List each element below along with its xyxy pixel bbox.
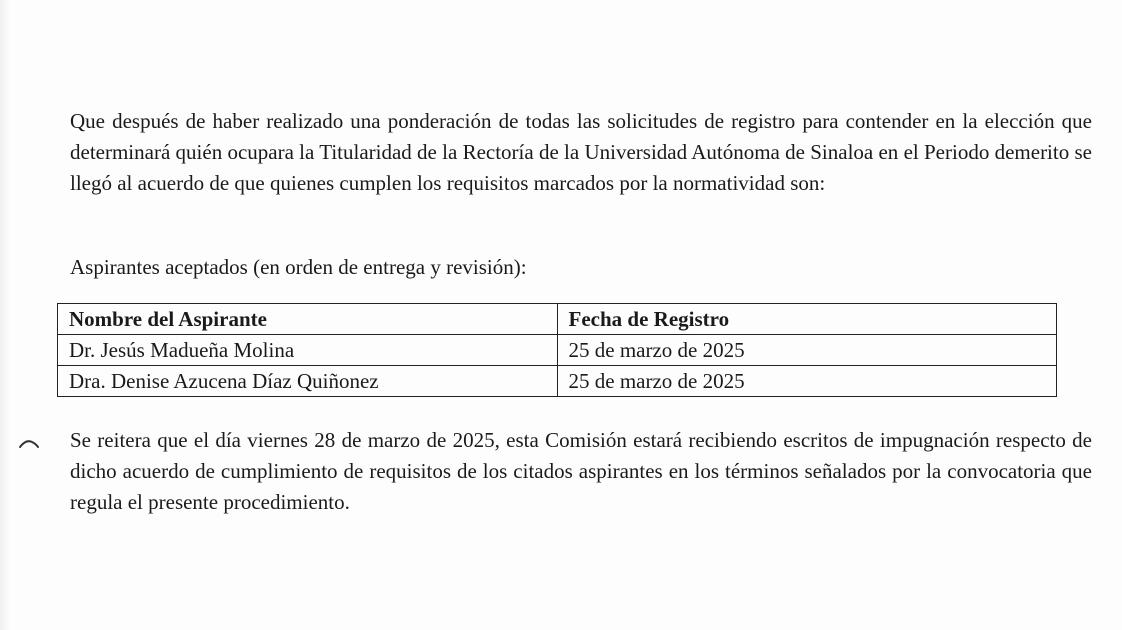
paragraph-impugnacion: Se reitera que el día viernes 28 de marzo de 2025, esta Comisión estará recibiendo escritos de impugnación respecto de dicho acuerdo de cumplimiento de requisitos de los citados aspirantes en los términos señalados por la convocatoria que regula el presente procedimiento. <box>70 428 1092 514</box>
header-nombre: Nombre del Aspirante <box>58 304 558 335</box>
table-row <box>58 366 1057 397</box>
pen-mark-icon <box>18 436 40 450</box>
header-fecha: Fecha de Registro <box>557 304 1057 335</box>
aspirantes-table-container <box>57 303 1057 397</box>
scan-edge-shadow <box>0 0 10 630</box>
table-header-row <box>58 304 1057 335</box>
table-row <box>58 335 1057 366</box>
cell-nombre: Dr. Jesús Madueña Molina <box>58 335 558 366</box>
cell-nombre: Dra. Denise Azucena Díaz Quiñonez <box>58 366 558 397</box>
paragraph-aspirantes-aceptados: Aspirantes aceptados (en orden de entrega y revisión): <box>70 255 527 279</box>
cell-fecha: 25 de marzo de 2025 <box>557 366 1057 397</box>
cell-fecha: 25 de marzo de 2025 <box>557 335 1057 366</box>
aspirantes-table <box>57 303 1057 397</box>
paragraph-ponderacion: Que después de haber realizado una ponderación de todas las solicitudes de registro para contender en la elección que determinará quién ocupara la Titularidad de la Rectoría de la Universidad Autónoma de Sinaloa en el Periodo demerito se llegó al acuerdo de que quienes cumplen los requisitos marcados por la normatividad son: <box>70 109 1092 195</box>
